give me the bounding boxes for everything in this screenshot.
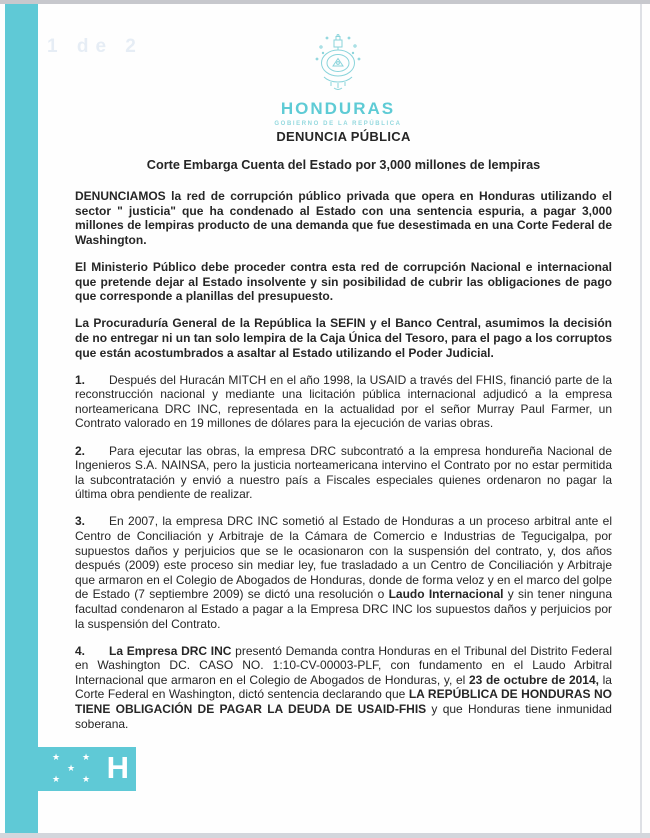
document-paragraph: 3. En 2007, la empresa DRC INC sometió al Estado de Honduras a un proceso arbitral ante el Centro de Conciliación y Arbitraje de la Cámara de Comercio e Industrias de Tegucigalpa, por supuestos daños y perjuicios que se le ocasionaron con la suspensión del contrato, y, dos años después (2009) este proceso sin mediar ley, fue trasladado a un Centro de Conciliación y Arbitraje que armaron en el Colegio de Abogados de Honduras, donde de forma veloz y en el marco del golpe de Estado (7 septiembre 2009) se dictó una resolución o Laudo Internacional y sin tener ninguna facultad condenaron al Estado a pagar a la Empresa DRC INC los supuestos daños y perjuicios por la suspensión del Contrato.	[75, 514, 612, 631]
photo-edge-top	[0, 0, 650, 4]
document-paragraph: 1. Después del Huracán MITCH en el año 1998, la USAID a través del FHIS, financió parte de la reconstrucción nacional y mediante una licitación pública internacional adjudicó a la empresa norteamericana DRC INC, representada en la actualidad por el señor Murray Paul Farmer, un Contrato valorado en 19 millones de dólares para la ejecución de varias obras.	[75, 372, 612, 431]
flag-h-letter: H	[106, 750, 129, 785]
photo-edge-right	[640, 4, 642, 833]
flag-star-icon: ★	[52, 774, 61, 784]
document-paragraph: 2. Para ejecutar las obras, la empresa DRC subcontrató a la empresa hondureña Nacional de Ingenieros S.A. NAINSA, pero la justicia norteamericana intervino el Contrato por no estar permitida la subcontratación y envió a nuestro país a Fiscales especiales quienes ordenaron no pagar la última obra pendiente de realizar.	[75, 443, 612, 502]
paragraph-number: 4.	[75, 643, 86, 658]
flag-star-icon: ★	[52, 752, 61, 762]
document-paragraph: DENUNCIAMOS la red de corrupción público privada que opera en Honduras utilizando el sector " justicia" que ha condenado al Estado con una sentencia espuria, a pagar 3,000 millones de lempiras producto de una demanda que fue desestimada en una Corte Federal de Washington.	[75, 189, 612, 247]
document-paragraph: 4. La Empresa DRC INC presentó Demanda contra Honduras en el Tribunal del Distrito Federal en Washington DC. CASO NO. 1:10-CV-00003-PLF, con fundamento en el Laudo Arbitral Internacional que armaron en el Colegio de Abogados de Honduras, y, el 23 de octubre de 2014, la Corte Federal en Washington, dictó sentencia declarando que LA REPÚBLICA DE HONDURAS NO TIENE OBLIGACIÓN DE PAGAR LA DEUDA DE USAID-FHIS y que Honduras tiene inmunidad soberana.	[75, 643, 612, 731]
document-subtitle: Corte Embarga Cuenta del Estado por 3,000 millones de lempiras	[146, 157, 541, 172]
honduras-flag-logo	[38, 747, 136, 791]
paragraph-list	[75, 189, 612, 731]
faint-page-marker: 1 de 2	[47, 36, 143, 57]
honduras-wordmark: HONDURAS	[280, 99, 396, 118]
flag-star-icon: ★	[67, 763, 76, 773]
letterhead	[38, 33, 638, 127]
honduras-coat-of-arms-icon	[307, 33, 369, 93]
flag-star-icon: ★	[82, 774, 91, 784]
flag-star-icon: ★	[82, 752, 91, 762]
paragraph-number: 3.	[75, 514, 86, 529]
paragraph-number: 2.	[75, 443, 86, 458]
teal-side-ribbon	[5, 4, 38, 833]
paragraph-number: 1.	[75, 372, 86, 387]
government-tagline: GOBIERNO DE LA REPÚBLICA	[274, 121, 402, 127]
document-title: DENUNCIA PÚBLICA	[276, 129, 411, 144]
photo-edge-bottom	[0, 833, 650, 838]
document-paragraph: El Ministerio Público debe proceder contra esta red de corrupción Nacional e internacional que pretende dejar al Estado insolvente y sin posibilidad de cubrir las obligaciones de pago que corresponde a planillas del presupuesto.	[75, 260, 612, 304]
document-body	[75, 130, 612, 744]
document-paragraph: La Procuraduría General de la República la SEFIN y el Banco Central, asumimos la decisión de no entregar ni un tan solo lempira de la Caja Única del Tesoro, para el pago a los corruptos que están acostumbrados a asaltar al Estado utilizando el Poder Judicial.	[75, 316, 612, 360]
